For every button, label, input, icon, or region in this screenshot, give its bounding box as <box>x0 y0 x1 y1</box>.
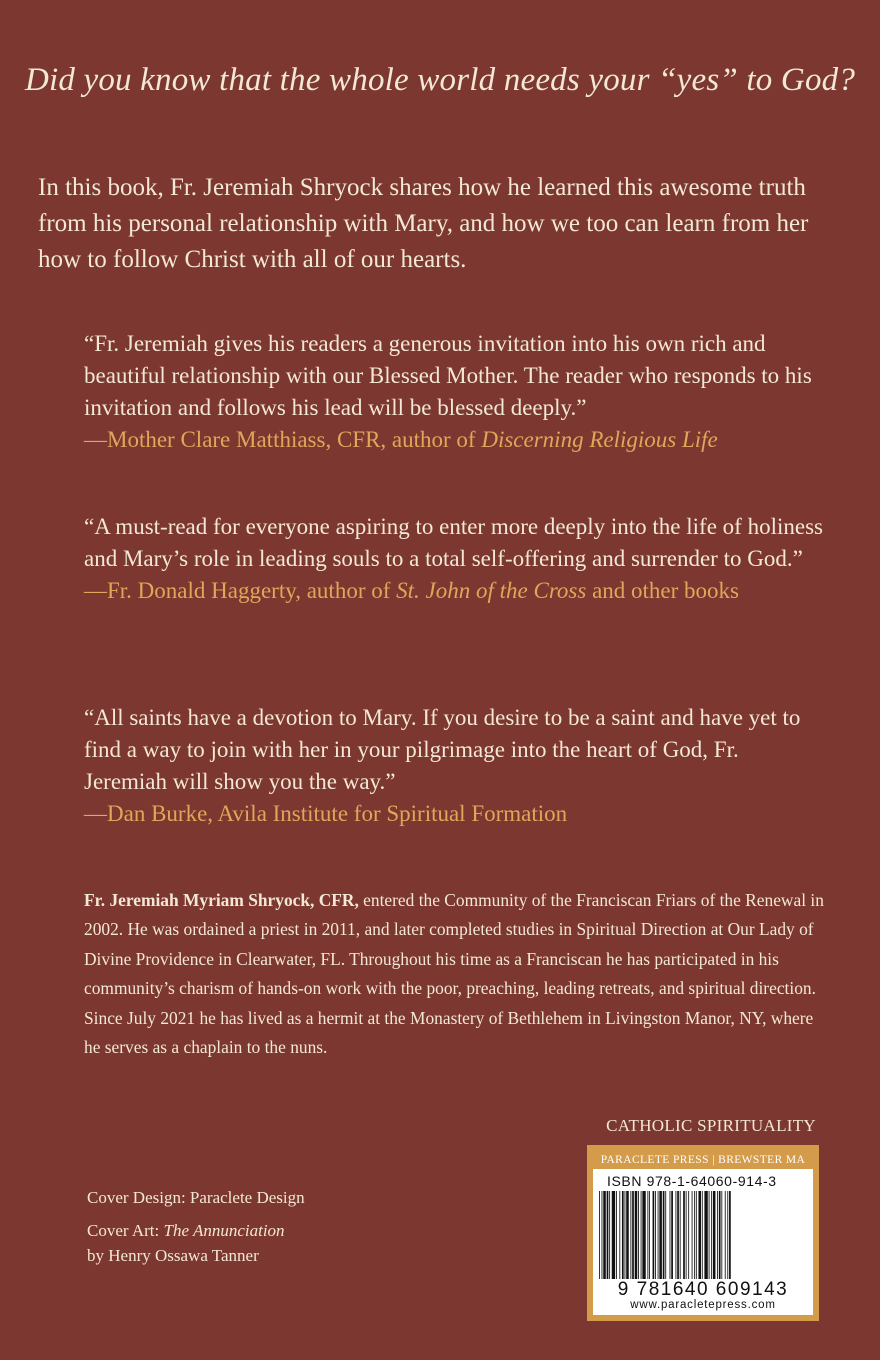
barcode-bar <box>642 1191 645 1283</box>
endorsement-2 <box>84 511 824 607</box>
barcode-bar <box>696 1191 697 1283</box>
barcode-bar <box>686 1191 687 1283</box>
attribution-book-title: St. John of the Cross <box>396 578 587 603</box>
barcode-bar <box>719 1191 721 1283</box>
endorsement-3 <box>84 702 824 830</box>
barcode-bar <box>729 1191 731 1283</box>
cover-art-prefix: Cover Art: <box>87 1221 164 1240</box>
book-description: In this book, Fr. Jeremiah Shryock shares how he learned this awesome truth from his personal relationship with Mary, and how we too can learn from her how to follow Christ with all of our hearts. <box>38 174 809 273</box>
cover-credits <box>87 1185 305 1268</box>
attribution-author: —Mother Clare Matthiass, CFR, author of <box>84 427 482 452</box>
barcode-bar <box>612 1191 615 1283</box>
endorsement-attribution <box>84 798 824 830</box>
barcode-bar <box>622 1191 624 1283</box>
barcode-bar <box>676 1191 677 1283</box>
publisher-website: www.paracletepress.com <box>630 1299 776 1311</box>
attribution-book-title: Discerning Religious Life <box>481 427 718 452</box>
barcode-bar <box>659 1191 662 1283</box>
cover-design-credit: Cover Design: Paraclete Design <box>87 1188 305 1207</box>
barcode-bar <box>688 1191 689 1283</box>
barcode-bar <box>638 1191 639 1283</box>
endorsement-1 <box>84 328 824 456</box>
barcode-bar <box>653 1191 655 1283</box>
isbn-barcode-block <box>587 1145 819 1321</box>
barcode-bar <box>711 1191 712 1283</box>
barcode-bar <box>702 1191 703 1283</box>
cover-art-artist: by Henry Ossawa Tanner <box>87 1246 259 1265</box>
barcode-bar <box>717 1191 718 1283</box>
endorsement-text: “All saints have a devotion to Mary. If you desire to be a saint and have yet to find a way to join with her in your pilgrimage into the heart of God, Fr. Jeremiah will show you the way.” <box>84 705 801 794</box>
barcode-bar <box>658 1191 659 1283</box>
barcode-bar <box>602 1191 603 1283</box>
barcode-bar <box>721 1191 722 1283</box>
barcode-bar <box>603 1191 606 1283</box>
barcode-bar <box>670 1191 671 1283</box>
barcode-bar <box>698 1191 701 1283</box>
barcode-bar <box>713 1191 716 1283</box>
endorsement-text: “A must-read for everyone aspiring to enter more deeply into the life of holiness and Mary’s role in leading souls to a total self-offering and surrender to God.” <box>84 514 823 571</box>
barcode-bar <box>727 1191 728 1283</box>
barcode-bar <box>655 1191 656 1283</box>
publisher-label: PARACLETE PRESS | BREWSTER MA <box>593 1151 813 1169</box>
barcode-bar <box>709 1191 710 1283</box>
author-bio-text: entered the Community of the Franciscan Friars of the Renewal in 2002. He was ordained a priest in 2011, and later completed studies in Spiritual Direction at Our Lady of Divine Providence in Clearwater, FL. Throughout his time as a Franciscan he has participated in his community’s charism of hands-on work with the poor, preaching, leading retreats, and spiritual direction. Since July 2021 he has lived as a hermit at the Monastery of Bethlehem in Livingston Manor, NY, where he serves as a chaplain to the nuns. <box>84 890 824 1058</box>
barcode-bar <box>663 1191 665 1283</box>
author-name: Fr. Jeremiah Myriam Shryock, CFR, <box>84 890 359 910</box>
barcode-bar <box>619 1191 620 1283</box>
barcode-bar <box>641 1191 642 1283</box>
cover-art-title: The Annunciation <box>163 1221 285 1240</box>
barcode-bar <box>680 1191 681 1283</box>
barcode-bar <box>677 1191 679 1283</box>
barcode-bars <box>597 1191 809 1283</box>
barcode-bar <box>649 1191 650 1283</box>
barcode-bar <box>609 1191 610 1283</box>
barcode-bar <box>626 1191 629 1283</box>
attribution-author: —Dan Burke, Avila Institute for Spiritual Formation <box>84 801 568 826</box>
barcode-bar <box>625 1191 626 1283</box>
barcode-bar <box>694 1191 695 1283</box>
barcode-bar <box>607 1191 609 1283</box>
barcode-bar <box>647 1191 648 1283</box>
barcode-bar <box>665 1191 666 1283</box>
barcode-bar <box>635 1191 638 1283</box>
author-bio <box>84 886 824 1062</box>
isbn-text: ISBN 978-1-64060-914-3 <box>607 1173 777 1189</box>
barcode-bar <box>630 1191 631 1283</box>
barcode-panel <box>593 1151 813 1315</box>
attribution-author: —Fr. Donald Haggerty, author of <box>84 578 397 603</box>
barcode-bar <box>704 1191 707 1283</box>
cover-art-credit <box>87 1218 305 1243</box>
tagline: Did you know that the whole world needs your “yes” to God? <box>24 62 856 98</box>
attribution-suffix: and other books <box>586 578 739 603</box>
barcode-bar <box>599 1191 600 1283</box>
barcode-bar <box>725 1191 726 1283</box>
endorsement-attribution <box>84 575 824 607</box>
barcode-bar <box>632 1191 634 1283</box>
barcode-bar <box>671 1191 673 1283</box>
barcode-bar <box>683 1191 685 1283</box>
endorsement-text: “Fr. Jeremiah gives his readers a generous invitation into his own rich and beautiful relationship with our Blessed Mother. The reader who responds to his invitation and follows his lead will be blessed deeply.” <box>84 331 812 420</box>
category-label: CATHOLIC SPIRITUALITY <box>606 1116 816 1135</box>
barcode-bar <box>692 1191 693 1283</box>
barcode-bar <box>616 1191 617 1283</box>
barcode-digits: 9 781640 609143 <box>593 1279 813 1301</box>
endorsement-attribution <box>84 424 824 456</box>
